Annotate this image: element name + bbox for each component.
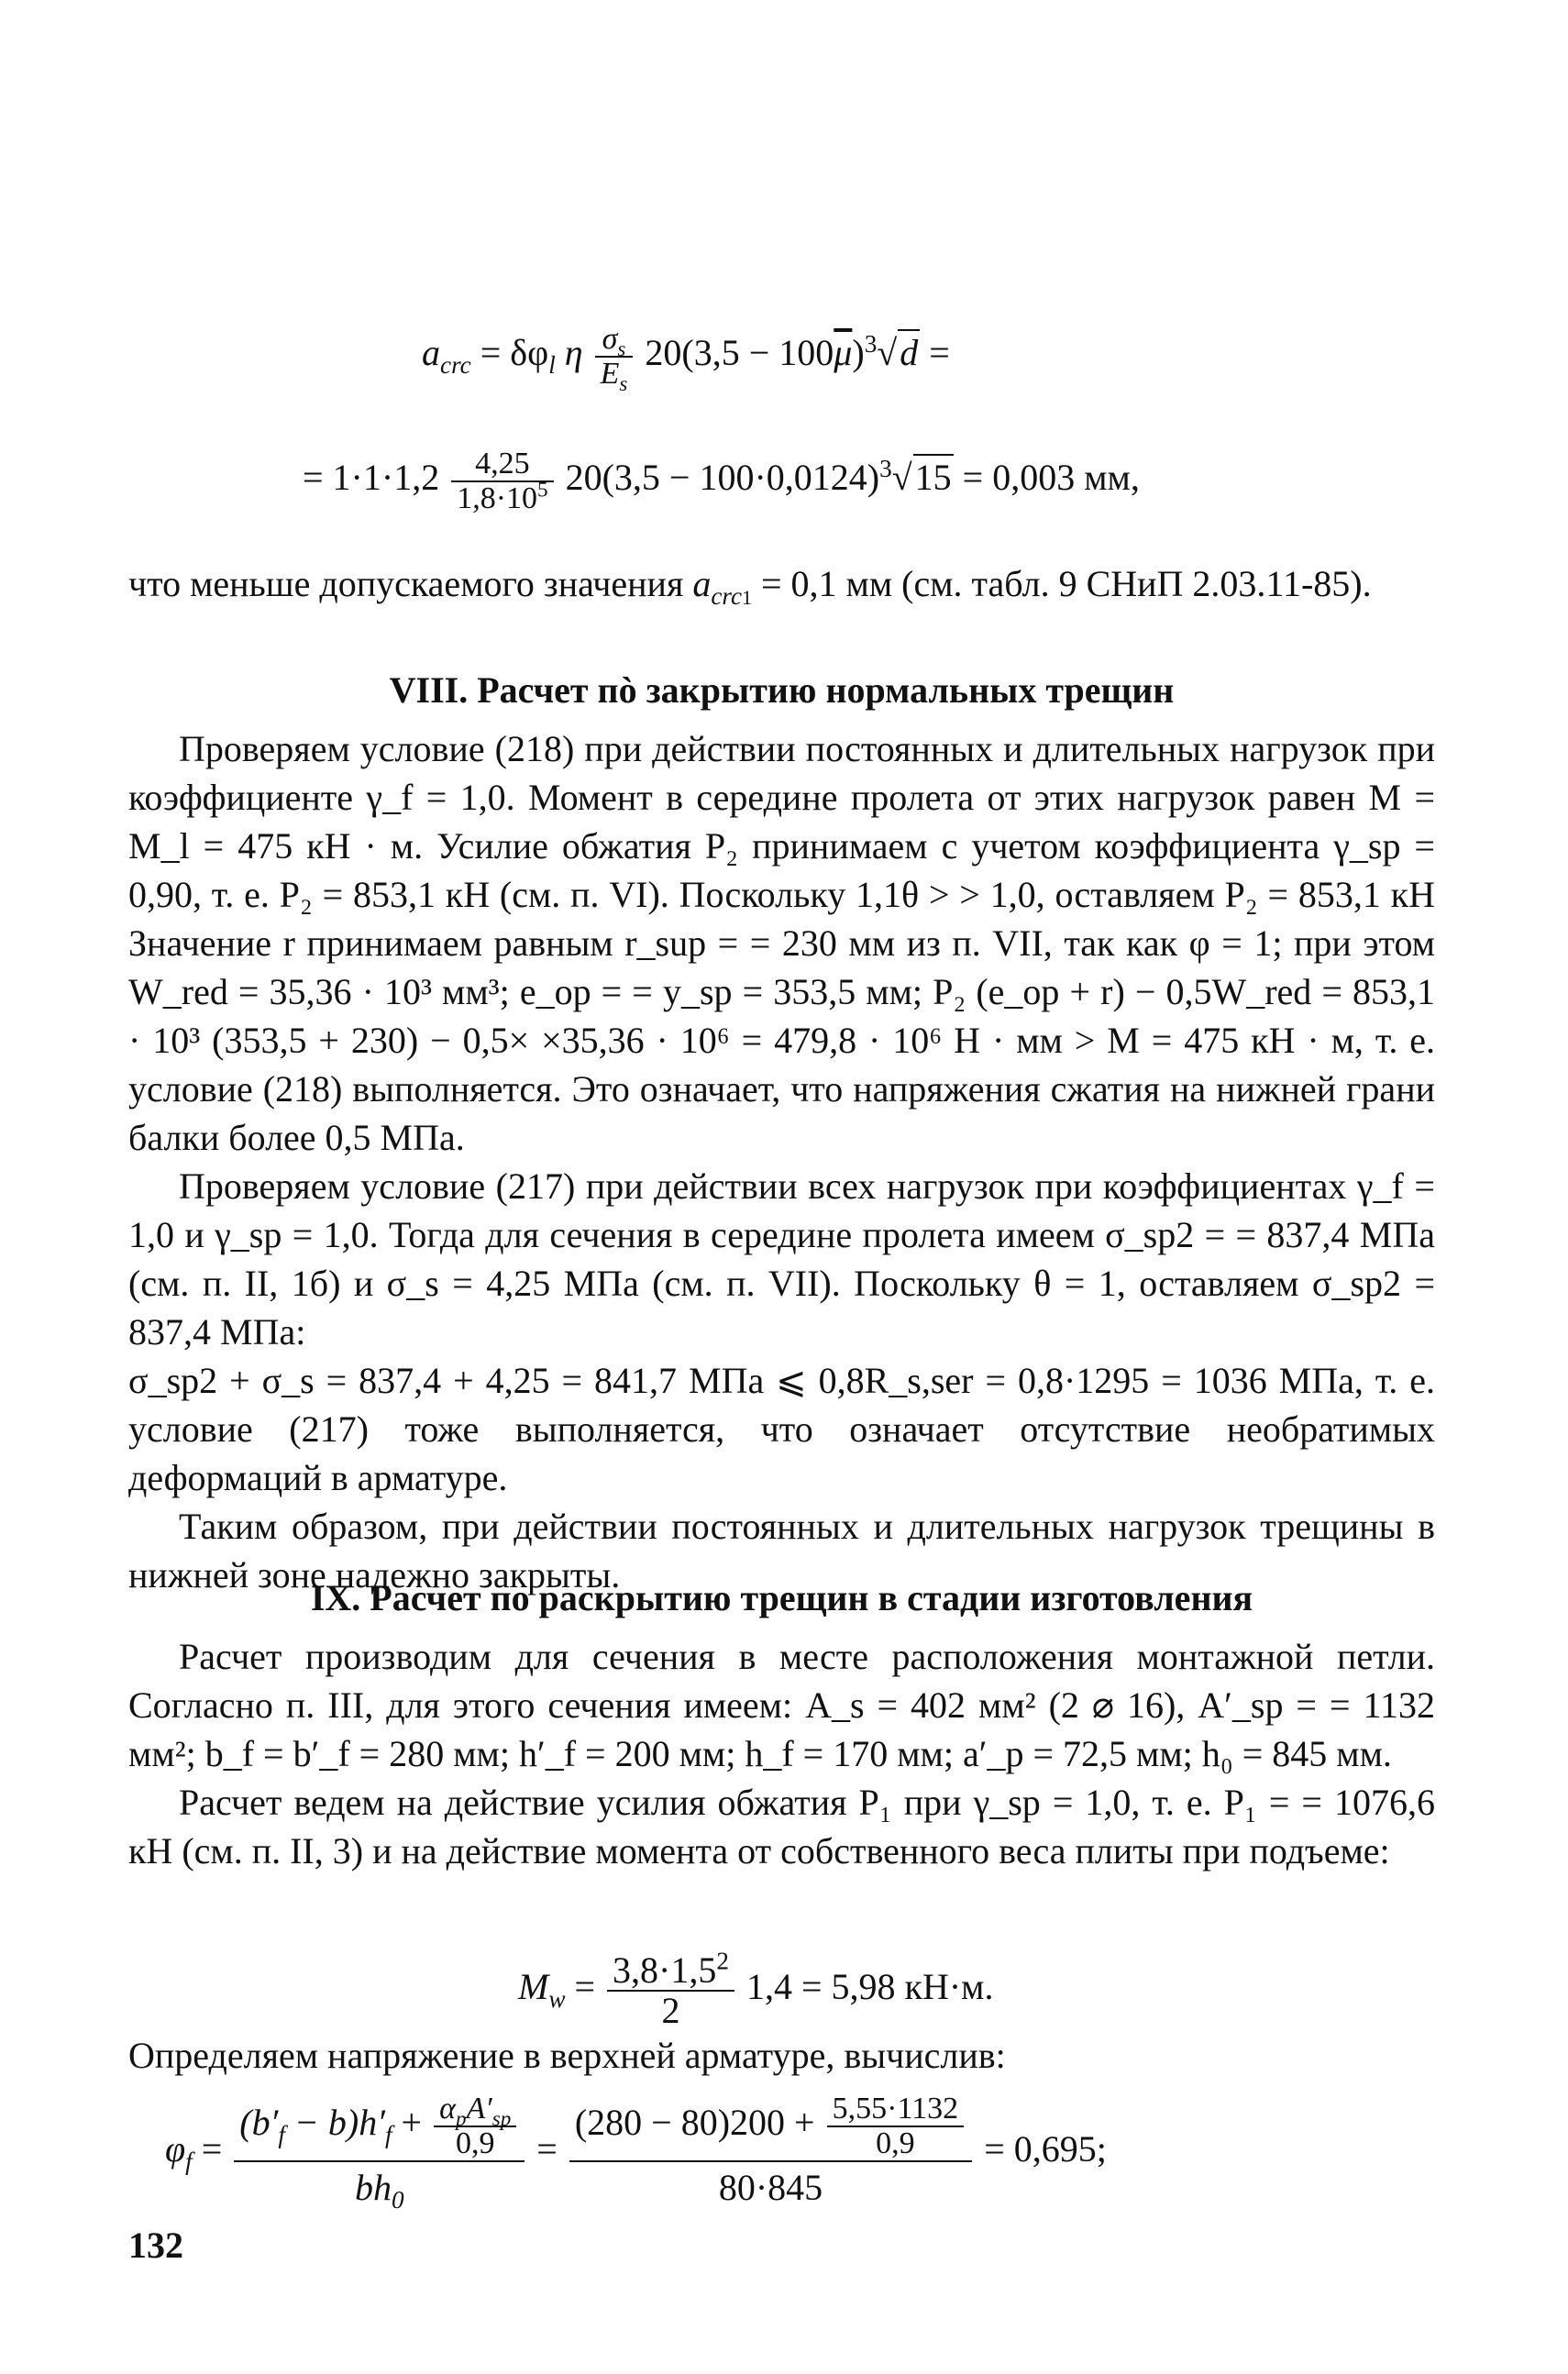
formula-subscript: s (619, 371, 628, 396)
formula-text: η (555, 332, 583, 374)
formula-symbol: M (518, 1966, 549, 2008)
formula-subscript: f (384, 2121, 392, 2149)
formula-fraction (595, 322, 634, 396)
fraction-numerator: σ (602, 322, 618, 356)
fraction-numerator: 5,55·1132 (827, 2092, 965, 2127)
fraction-denominator: 2 (661, 1990, 680, 2031)
formula-subscript: sp (491, 2106, 512, 2131)
formula-superscript: 5 (537, 478, 548, 502)
formula-fraction (607, 1947, 734, 2031)
formula-fraction-inner (434, 2092, 516, 2160)
fraction-numerator: (b′ (239, 2102, 279, 2144)
formula-acrc-line1 (422, 322, 950, 396)
formula-phi (165, 2092, 1107, 2214)
formula-text: 20(3,5 − 100·0,0124) (556, 457, 880, 499)
formula-subscript: f (185, 2148, 193, 2176)
page-number: 132 (128, 2225, 183, 2266)
intro-text: = 0,1 мм (см. табл. 9 СНиП 2.03.11-85). (751, 563, 1372, 604)
fraction-denominator: 80·845 (718, 2167, 823, 2208)
formula-fraction (451, 447, 553, 515)
formula-symbol: $\overline{\mu}$ (834, 332, 853, 374)
formula-text: = 1·1·1,2 (303, 457, 449, 499)
formula-text: = (920, 332, 950, 374)
section9-paragraph-3-wrap (128, 2031, 1435, 2080)
section9-paragraph-1: Расчет производим для сечения в месте расположения монтажной петли. Согласно п. III, для этого сечения имеем: A_s = 402 мм² (2 ⌀ 16), A′_sp = = 1132 мм²; b_f = b′_f = 280 мм; h′_f = 200 мм; h_f = 170 мм; a′_p = 72,5 мм; h₀ = 845 мм. (128, 1636, 1435, 1774)
formula-text: 1,4 = 5,98 кН·м. (736, 1966, 994, 2008)
section9-body (128, 1632, 1435, 1875)
formula-subscript: l (548, 351, 556, 380)
formula-subscript: crc (440, 351, 471, 380)
intro-text: что меньше допускаемого значения (128, 563, 693, 604)
formula-text: = (527, 2128, 567, 2170)
section8-heading: VIII. Расчет пò закрытию нормальных трещин (389, 669, 1175, 711)
formula-symbol: φ (165, 2128, 186, 2170)
fraction-denominator: bh (354, 2167, 392, 2208)
radical-body: d (900, 332, 919, 374)
fraction-denominator: 0,9 (455, 2126, 495, 2160)
formula-text: = (192, 2128, 232, 2170)
formula-text: = 0,003 мм, (953, 457, 1140, 499)
formula-text: = (565, 1966, 605, 2008)
radical-sign: √ (891, 457, 912, 499)
formula-text: 20(3,5 − 100 (635, 332, 834, 374)
formula-subscript: 1 (742, 587, 752, 609)
formula-text: = δφ (470, 332, 549, 374)
formula-text: + (392, 2102, 432, 2144)
formula-superscript: 2 (716, 1947, 729, 1975)
formula-subscript: w (548, 1985, 566, 2014)
section9-paragraph-2: Расчет ведем на действие усилия обжатия P₁ при γ_sp = 1,0, т. е. P₁ = = 1076,6 кН (см. п. II, 3) и на действие момента от собственного веса плиты при подъеме: (128, 1782, 1435, 1872)
fraction-denominator: E (600, 357, 620, 391)
section9-heading: IX. Расчет по раскрытию трещин в стадии изготовления (310, 1577, 1253, 1618)
formula-subscript: p (455, 2106, 467, 2131)
section8-paragraph-3: σ_sp2 + σ_s = 837,4 + 4,25 = 841,7 МПа ⩽ 0,8R_s,ser = 0,8·1295 = 1036 МПа, т. е. условие (217) тоже выполняется, что означает отсутствие необратимых деформаций в арматуре. (128, 1360, 1435, 1498)
fraction-numerator: 3,8·1,5 (613, 1949, 717, 1991)
fraction-numerator: (280 − 80)200 + (574, 2102, 824, 2144)
formula-fraction-main (234, 2092, 525, 2214)
fraction-numerator: 4,25 (451, 447, 553, 482)
formula-symbol: a (422, 332, 440, 374)
intro-paragraph (128, 559, 1435, 608)
formula-text: = 0,695; (975, 2128, 1107, 2170)
formula-subscript: 0 (391, 2186, 404, 2214)
radical-sign: √ (877, 332, 898, 374)
section8-paragraph-1: Проверяем условие (218) при действии постоянных и длительных нагрузок при коэффициенте γ_f = 1,0. Момент в середине пролета от этих нагрузок равен M = M_l = 475 кН · м. Усилие обжатия P₂ принимаем с учетом коэффициента γ_sp = 0,90, т. е. P₂ = 853,1 кН (см. п. VI). Поскольку 1,1θ > > 1,0, оставляем P₂ = 853,1 кН Значение r принимаем равным r_sup = = 230 мм из п. VII, так как φ = 1; при этом W_red = 35,36 · 10³ мм³; e_op = = y_sp = 353,5 мм; P₂ (e_op + r) − 0,5W_red = 853,1 · 10³ (353,5 + 230) − 0,5× ×35,36 · 10⁶ = 479,8 · 10⁶ Н · мм > M = 475 кН · м, т. е. условие (218) выполняется. Это означает, что напряжения сжатия на нижней грани балки более 0,5 МПа. (128, 728, 1435, 1158)
formula-acrc-line2 (303, 447, 1140, 515)
formula-subscript: crc (711, 582, 743, 610)
formula-fraction-numeric (569, 2092, 972, 2214)
formula-fraction-inner (827, 2092, 965, 2160)
section8-body (128, 724, 1435, 1599)
section9-paragraph-3: Определяем напряжение в верхней арматуре, вычислив: (128, 2035, 1006, 2076)
fraction-denominator: 0,9 (876, 2126, 915, 2160)
section8-paragraph-4: Таким образом, при действии постоянных и длительных нагрузок трещины в нижней зоне надежно закрыты. (128, 1506, 1435, 1596)
fraction-numerator: α (439, 2092, 456, 2126)
formula-mw (518, 1947, 994, 2031)
formula-text: ) (852, 332, 865, 374)
formula-subscript: f (278, 2121, 285, 2149)
formula-symbol: a (692, 563, 712, 604)
fraction-numerator: A′ (466, 2092, 492, 2126)
fraction-numerator: − b)h′ (284, 2102, 385, 2144)
root-index: 3 (864, 329, 878, 358)
section8-paragraph-2: Проверяем условие (217) при действии всех нагрузок при коэффициентах γ_f = 1,0 и γ_sp = 1,0. Тогда для сечения в середине пролета имеем σ_sp2 = = 837,4 МПа (см. п. II, 1б) и σ_s = 4,25 МПа (см. п. VII). Поскольку θ = 1, оставляем σ_sp2 = 837,4 МПа: (128, 1165, 1435, 1353)
formula-subscript: s (617, 337, 626, 361)
fraction-denominator: 1,8·10 (457, 481, 538, 515)
root-index: 3 (879, 454, 892, 482)
radical-body: 15 (913, 454, 954, 500)
